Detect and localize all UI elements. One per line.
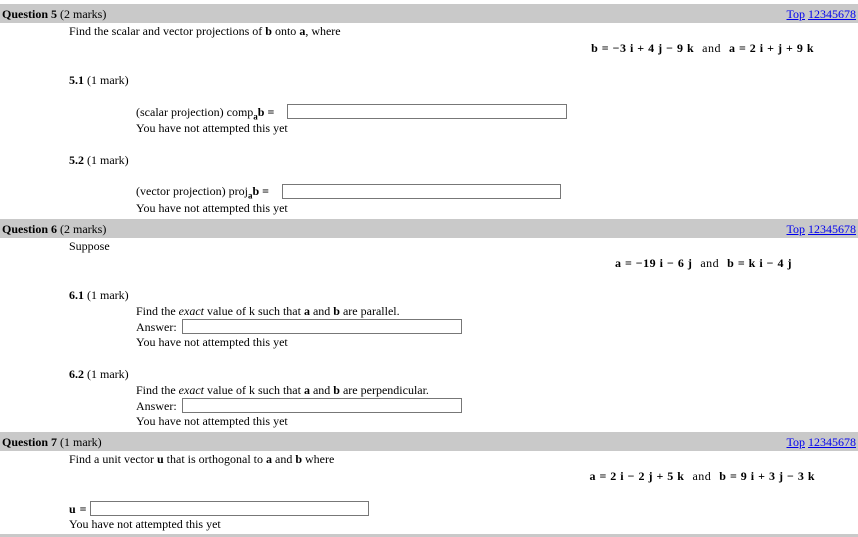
question-7-equation: a = 2 i − 2 j + 5 k and b = 9 i + 3 j − 3 k xyxy=(589,469,815,483)
answer-input-6-2[interactable] xyxy=(182,398,462,413)
nav-link-3[interactable]: 3 xyxy=(820,435,826,449)
question-nav xyxy=(787,435,857,450)
question-5-equation: b = −3 i + 4 j − 9 k and a = 2 i + j + 9 k xyxy=(591,41,814,55)
nav-top-link[interactable]: Top xyxy=(786,222,805,236)
status-6-2: You have not attempted this yet xyxy=(136,414,288,428)
nav-link-3[interactable]: 3 xyxy=(820,7,826,21)
question-5-title: Question 5 (2 marks) xyxy=(2,7,107,21)
nav-link-5[interactable]: 5 xyxy=(832,7,838,21)
nav-link-7[interactable]: 7 xyxy=(844,7,850,21)
nav-link-2[interactable]: 2 xyxy=(814,7,820,21)
status-5-2: You have not attempted this yet xyxy=(136,201,288,215)
nav-link-4[interactable]: 4 xyxy=(826,222,832,236)
status-7: You have not attempted this yet xyxy=(69,517,221,531)
answer-label-6-1: Answer: xyxy=(136,320,177,334)
part-6-1-heading: 6.1 (1 mark) xyxy=(69,288,129,302)
nav-link-1[interactable]: 1 xyxy=(808,222,814,236)
vector-projection-input[interactable] xyxy=(282,184,561,199)
nav-top-link[interactable]: Top xyxy=(786,7,805,21)
question-6-prompt: Suppose xyxy=(69,239,110,253)
nav-link-7[interactable]: 7 xyxy=(844,222,850,236)
part-6-2-question: Find the exact value of k such that a and b are perpendicular. xyxy=(136,383,429,397)
part-5-2-heading: 5.2 (1 mark) xyxy=(69,153,129,167)
vector-projection-label: (vector projection) proj$_a$b = xyxy=(136,184,269,201)
nav-link-4[interactable]: 4 xyxy=(826,435,832,449)
unit-vector-label: u = xyxy=(69,502,88,516)
question-6-header xyxy=(0,219,858,238)
status-5-1: You have not attempted this yet xyxy=(136,121,288,135)
question-nav xyxy=(787,222,857,237)
nav-link-6[interactable]: 6 xyxy=(838,7,844,21)
part-5-1-heading: 5.1 (1 mark) xyxy=(69,73,129,87)
nav-link-8[interactable]: 8 xyxy=(850,222,856,236)
nav-link-8[interactable]: 8 xyxy=(850,7,856,21)
answer-input-6-1[interactable] xyxy=(182,319,462,334)
nav-link-5[interactable]: 5 xyxy=(832,222,838,236)
nav-link-3[interactable]: 3 xyxy=(820,222,826,236)
scalar-projection-input[interactable] xyxy=(287,104,567,119)
scalar-projection-label: (scalar projection) comp$_a$b = xyxy=(136,105,275,122)
status-6-1: You have not attempted this yet xyxy=(136,335,288,349)
part-6-1-question: Find the exact value of k such that a and b are parallel. xyxy=(136,304,400,318)
nav-link-4[interactable]: 4 xyxy=(826,7,832,21)
nav-link-2[interactable]: 2 xyxy=(814,435,820,449)
question-nav xyxy=(787,7,857,22)
question-7-prompt: Find a unit vector u that is orthogonal to a and b where xyxy=(69,452,335,466)
nav-link-7[interactable]: 7 xyxy=(844,435,850,449)
question-6-equation: a = −19 i − 6 j and b = k i − 4 j xyxy=(614,256,792,270)
nav-top-link[interactable]: Top xyxy=(786,435,805,449)
answer-label-6-2: Answer: xyxy=(136,399,177,413)
nav-link-1[interactable]: 1 xyxy=(808,435,814,449)
unit-vector-input[interactable] xyxy=(90,501,369,516)
nav-link-6[interactable]: 6 xyxy=(838,222,844,236)
question-7-header xyxy=(0,432,858,451)
nav-link-8[interactable]: 8 xyxy=(850,435,856,449)
question-6-title: Question 6 (2 marks) xyxy=(2,222,107,236)
nav-link-2[interactable]: 2 xyxy=(814,222,820,236)
question-7-title: Question 7 (1 mark) xyxy=(2,435,102,449)
question-5-header xyxy=(0,4,858,23)
nav-link-6[interactable]: 6 xyxy=(838,435,844,449)
part-6-2-heading: 6.2 (1 mark) xyxy=(69,367,129,381)
nav-link-5[interactable]: 5 xyxy=(832,435,838,449)
question-5-prompt: Find the scalar and vector projections of b onto a, where xyxy=(69,24,341,38)
nav-link-1[interactable]: 1 xyxy=(808,7,814,21)
